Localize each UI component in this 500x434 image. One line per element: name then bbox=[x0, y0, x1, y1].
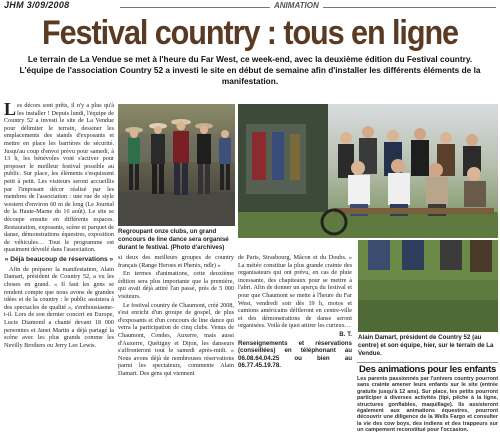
col1-paragraph-2: Afin de préparer la manifestation, Alain Damart, président de Country 52, a vu les choses en grand. « Il faut les gens se rendent compte que nous avons de grandes idées et de la country : le public assistera à des spectacles de qualité », s'enthousiasme-t-il. Lors de son dernier concert en Europe, Lucie Diamond a chanté devant 18 000 personnes et Janet Martin a déjà partagé la scène avec les plus grands comme les Nevilly Brothers ou Jerry Lee Lewis. bbox=[4, 265, 114, 349]
col1-subhead: « Déjà beaucoup de réservations » bbox=[4, 255, 114, 263]
photo-team bbox=[238, 104, 498, 238]
reservation-info: Renseignements et réservations (conseillées) en téléphonant au 06.08.64.04.25 ou bien au 06.77.45.19.78. bbox=[238, 339, 352, 370]
article-column-3 bbox=[238, 254, 352, 416]
col2-paragraph-3: Le festival country de Chaumont, créé 2008, s'est enrichi d'un groupe de gospel, de plus d'exposants et d'un concours de line dance qui verra la participation de cinq clubs. Venus de Chaumont, Condes, Auxerre, mais aussi d'Auxerre, Quétigny et Dijon, les danseurs s'affronteront tout le samedi après-midi. « Nous avons déjà de nombreuses réservations parmi les spectateurs, commente Alain Damart. Des gens qui viennent bbox=[118, 301, 234, 377]
col1-paragraph-1: es décors sont prêts, il n'y a plus qu'à les installer ! Depuis lundi, l'équipe de Country 52 a investi le site de La Vendue pour délimiter le terrain, dessiner les emplacements des stands d'exposants et mettre en place les barrières de sécurité. Jusqu'au coup d'envoi prévu pour samedi, à 13 h, les bénévoles vont s'activer pour proposer le meilleur festival possible au public. Sur place, les éléments s'esquissent petit à petit. Les visiteurs seront accueillis par l'imposant décor réalisé par les membres de l'association : une rue de style western d'environ 60 m de long (Le Journal de la Haute-Marne du 16 août). Le site se découpe ensuite en différents espaces. Restauration, exposants, scène et parquet de danse, démonstrations équestres, exposition de véhicules… Tout le programme est quasiment dévoilé dans l'association. bbox=[4, 102, 114, 254]
photo1-caption: Regroupant onze clubs, un grand concours de line dance sera organisé durant le festival. (Photo d'archives) bbox=[118, 228, 229, 251]
headline: Festival country : tous en ligne bbox=[41, 14, 459, 52]
rubric-label: ANIMATION bbox=[270, 1, 323, 10]
box-title: Des animations pour les enfants bbox=[359, 364, 496, 375]
chapo: Le terrain de La Vendue se met à l'heure du Far West, ce week-end, avec la deuxième édition du Festival country. L'équipe de l'association Country 52 a investi le site en début de semaine afin d'installer les différents éléments de la manifestation. bbox=[19, 54, 481, 86]
col2-paragraph-2: En termes d'animations, cette deuxième édition sera plus importante que la première, qui avait déjà attiré l'an passé, près de 5 000 visiteurs. bbox=[118, 270, 234, 300]
drop-cap: L bbox=[4, 99, 17, 119]
line-dance-photo bbox=[118, 104, 235, 226]
team-photo bbox=[238, 104, 498, 238]
box-text: Les parents passionnés par l'univers country pourront sans crainte amener leurs enfants sur le site (entrée gratuite jusqu'à 12 ans). Sur place, les petits pourront participer à diverses activités (tipi, pêche à la ligne, structures gonflables, maquillage). Ils assisteront également aux animations équestres, pourront découvrir une diligence de la Wells Fargo et consulter la vie des cow boys, des indiens et des trappeurs sur un campement reconstitué pour l'occasion. bbox=[357, 376, 498, 434]
photo2-caption: Alain Damart, président de Country 52 (au centre) et son équipe, hier, sur le terrain de La Vendue. bbox=[358, 334, 494, 357]
photo-line-dancers bbox=[118, 104, 235, 226]
author-signature: B. T. bbox=[339, 330, 352, 338]
col3-paragraph-1: de Paris, Strasbourg, Mâcon et du Doubs. » La météo constitue la plus grande crainte des organisateurs qui ont prévu, en cas de pluie incessante, des chapiteaux pour se mettre à l'abri. Afin de donner un aperçu du festival et pour que Chaumont se mette à l'heure du Far West, vendredi soir dès 19 h, motos et camions américains défileront en centre-ville et des démonstrations de danse seront organisées. Voilà de quoi attirer les curieux… bbox=[238, 254, 352, 330]
photo-team-lower bbox=[358, 240, 498, 332]
publication-date: JHM 3/09/2008 bbox=[4, 0, 70, 10]
team-photo-lower bbox=[358, 240, 498, 332]
top-bar bbox=[0, 0, 500, 12]
kids-animations-box bbox=[357, 362, 498, 434]
article-column-2 bbox=[118, 254, 234, 416]
col2-paragraph-1: si deux des meilleurs groupes de country français (Range Heroes et Phenix, ndlr) » bbox=[118, 254, 234, 269]
article-column-1 bbox=[4, 99, 114, 416]
